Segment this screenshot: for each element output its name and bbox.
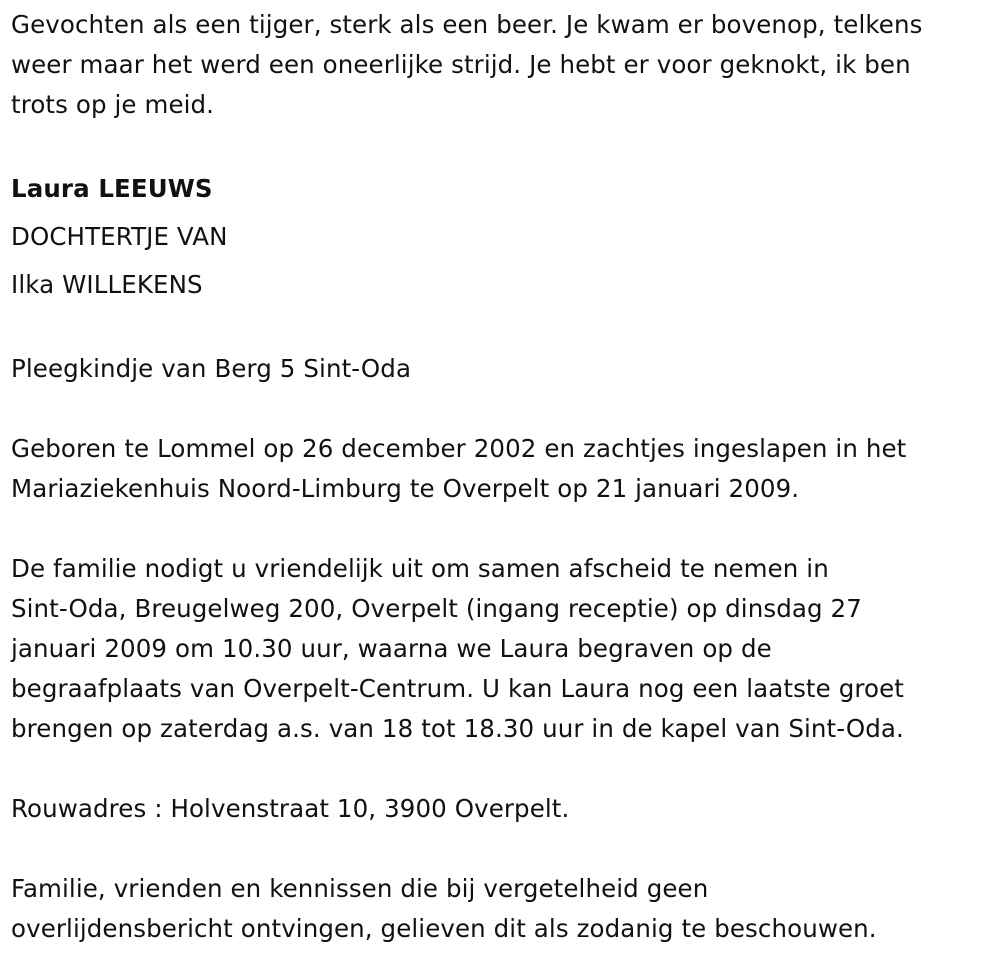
closing-line: overlijdensbericht ontvingen, gelieven dit als zodanig te beschouwen. (11, 914, 877, 943)
funeral-line: begraafplaats van Overpelt-Centrum. U kan Laura nog een laatste groet (11, 674, 904, 703)
closing-line: Familie, vrienden en kennissen die bij vergetelheid geen (11, 874, 709, 903)
spacer (11, 125, 996, 165)
funeral-line: De familie nodigt u vriendelijk uit om samen afscheid te nemen in (11, 554, 829, 583)
spacer (11, 509, 996, 549)
funeral-paragraph (11, 549, 996, 749)
intro-line: trots op je meid. (11, 90, 215, 119)
birth-death-line: Geboren te Lommel op 26 december 2002 en zachtjes ingeslapen in het (11, 434, 907, 463)
funeral-line: brengen op zaterdag a.s. van 18 tot 18.30 uur in de kapel van Sint-Oda. (11, 714, 904, 743)
birth-death-paragraph (11, 429, 996, 509)
foster-paragraph (11, 349, 996, 389)
deceased-block (11, 165, 996, 309)
birth-death-line: Mariaziekenhuis Noord-Limburg te Overpelt op 21 januari 2009. (11, 474, 800, 503)
intro-line: weer maar het werd een oneerlijke strijd. Je hebt er voor geknokt, ik ben (11, 50, 911, 79)
deceased-parent: Ilka WILLEKENS (11, 270, 203, 299)
funeral-line: Sint-Oda, Breugelweg 200, Overpelt (ingang receptie) op dinsdag 27 (11, 594, 862, 623)
spacer (11, 389, 996, 429)
funeral-line: januari 2009 om 10.30 uur, waarna we Laura begraven op de (11, 634, 772, 663)
intro-line: Gevochten als een tijger, sterk als een beer. Je kwam er bovenop, telkens (11, 10, 923, 39)
spacer (11, 309, 996, 349)
closing-paragraph (11, 869, 996, 949)
deceased-name: Laura LEEUWS (11, 174, 213, 203)
spacer (11, 749, 996, 789)
foster-line: Pleegkindje van Berg 5 Sint-Oda (11, 354, 412, 383)
spacer (11, 829, 996, 869)
obituary-document (11, 5, 996, 949)
address-paragraph (11, 789, 996, 829)
intro-paragraph (11, 5, 996, 125)
address-line: Rouwadres : Holvenstraat 10, 3900 Overpelt. (11, 794, 570, 823)
deceased-relation: DOCHTERTJE VAN (11, 222, 228, 251)
